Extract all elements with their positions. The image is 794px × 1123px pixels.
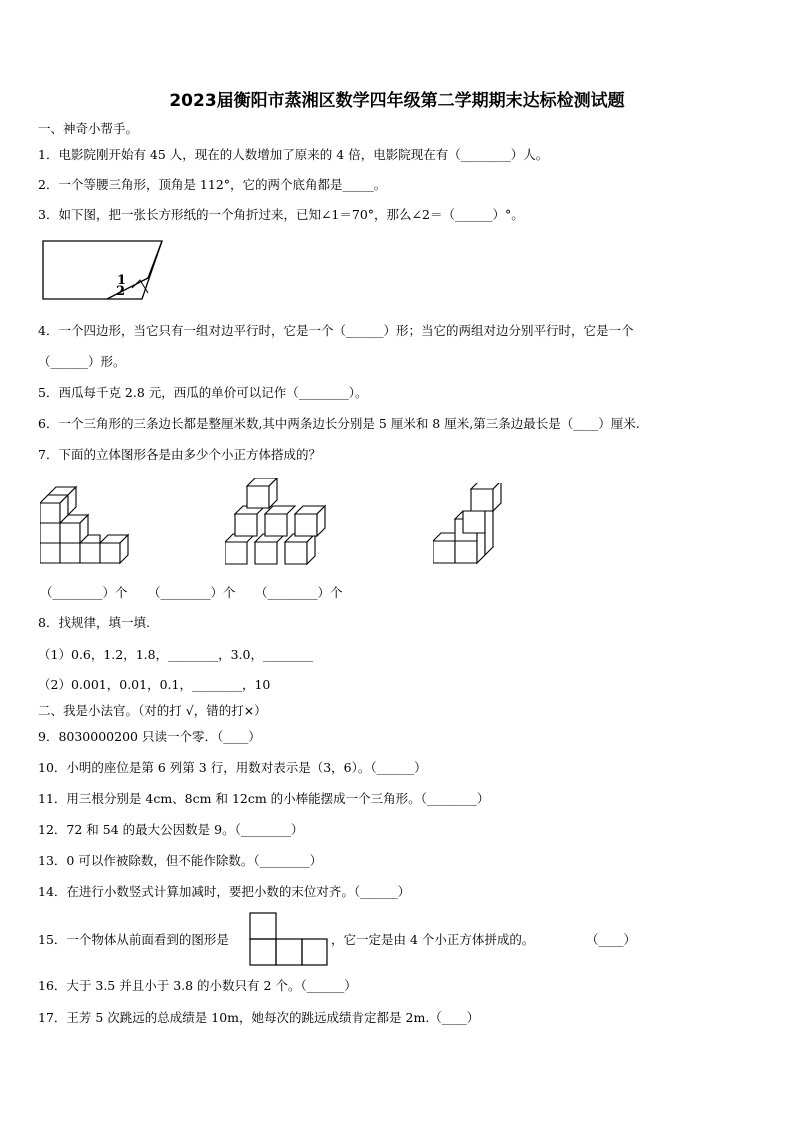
question-4-line-1: 4．一个四边形，当它只有一组对边平行时，它是一个（______）形；当它的两组对边分别平行时，它是一个 xyxy=(38,323,634,338)
question-3: 3．如下图，把一张长方形纸的一个角折过来，已知∠1＝70°，那么∠2＝（______）°。 xyxy=(38,207,524,222)
question-2: 2．一个等腰三角形，顶角是 112°，它的两个底角都是_____。 xyxy=(38,177,387,192)
q7-answer-2: （________）个 xyxy=(148,585,236,600)
cube-stack-figure-3 xyxy=(433,483,505,567)
question-6: 6．一个三角形的三条边长都是整厘米数,其中两条边长分别是 5 厘米和 8 厘米,第三条边最长是（____）厘米. xyxy=(38,416,640,431)
page-title: 2023届衡阳市蒸湘区数学四年级第二学期期末达标检测试题 xyxy=(169,91,625,111)
question-15-text-b: ，它一定是由 4 个小正方体拼成的。 xyxy=(331,932,535,947)
question-9: 9．8030000200 只读一个零．（____） xyxy=(38,729,261,744)
front-view-figure xyxy=(249,911,329,966)
question-13: 13．0 可以作被除数，但不能作除数。（________） xyxy=(38,853,323,868)
cube-stack-figure-2 xyxy=(225,478,333,568)
angle-2-label: 2 xyxy=(116,284,126,299)
question-8-part-2: （2）0.001，0.01，0.1，________，10 xyxy=(38,677,271,692)
folded-paper-figure xyxy=(40,238,170,304)
question-8: 8．找规律，填一填. xyxy=(38,615,150,630)
question-14: 14．在进行小数竖式计算加减时，要把小数的末位对齐。（______） xyxy=(38,884,411,899)
section-1-heading: 一、神奇小帮手。 xyxy=(38,121,139,136)
question-5: 5．西瓜每千克 2.8 元，西瓜的单价可以记作（________）。 xyxy=(38,385,368,400)
question-4-line-2: （______）形。 xyxy=(38,354,126,369)
question-16: 16．大于 3.5 并且小于 3.8 的小数只有 2 个。（______） xyxy=(38,978,357,993)
question-12: 12．72 和 54 的最大公因数是 9。（________） xyxy=(38,822,304,837)
q7-answer-1: （________）个 xyxy=(40,585,128,600)
q7-answer-3: （________）个 xyxy=(255,585,343,600)
question-11: 11．用三根分别是 4cm、8cm 和 12cm 的小棒能摆成一个三角形。（________） xyxy=(38,791,490,806)
question-15-text-a: 15．一个物体从前面看到的图形是 xyxy=(38,932,229,947)
question-15-answer: （____） xyxy=(586,932,637,947)
angle-1-label: 1 xyxy=(117,273,127,288)
question-1: 1．电影院刚开始有 45 人，现在的人数增加了原来的 4 倍，电影院现在有（________）人。 xyxy=(38,147,549,162)
question-8-part-1: （1）0.6，1.2，1.8，________，3.0，________ xyxy=(38,647,313,662)
section-2-heading: 二、我是小法官。（对的打 √，错的打×） xyxy=(38,703,267,718)
cube-stack-figure-1 xyxy=(40,483,130,567)
question-10: 10．小明的座位是第 6 列第 3 行，用数对表示是（3，6）。（______） xyxy=(38,760,427,775)
question-17: 17．王芳 5 次跳远的总成绩是 10m，她每次的跳远成绩肯定都是 2m.（____） xyxy=(38,1010,480,1025)
question-7: 7．下面的立体图形各是由多少个小正方体搭成的？ xyxy=(38,447,321,462)
